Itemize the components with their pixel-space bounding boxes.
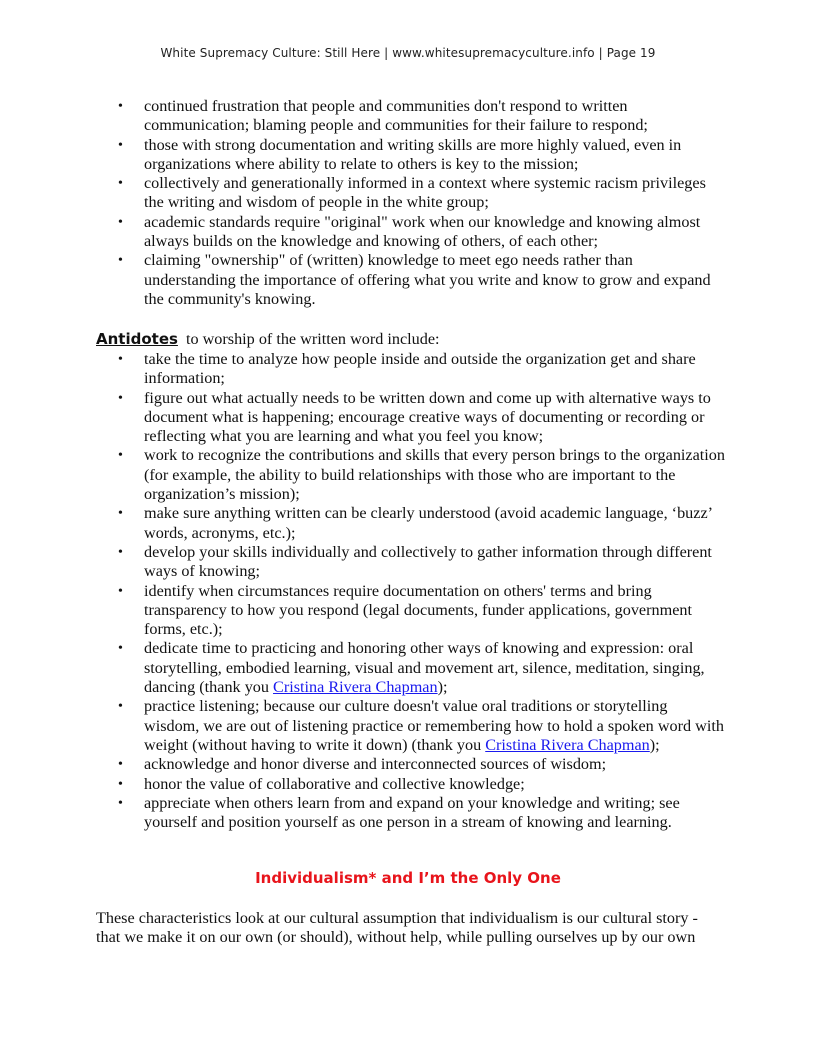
antidotes-intro xyxy=(96,330,736,349)
bullet-icon: • xyxy=(118,544,123,560)
bullet-icon: • xyxy=(118,253,123,269)
antidotes-intro-text: to worship of the written word include: xyxy=(185,330,440,348)
list-item: • make sure anything written can be clearly understood (avoid academic language, ‘buzz’ words, acronyms, etc.); xyxy=(118,504,712,542)
section-heading: Individualism* and I’m the Only One xyxy=(255,869,561,887)
list-item: • those with strong documentation and writing skills are more highly valued, even in organizations where ability to relate to others is key to the mission; xyxy=(118,135,682,173)
list-item: • appreciate when others learn from and expand on your knowledge and writing; see yourself and position yourself as one person in a stream of knowing and learning. xyxy=(118,793,680,832)
bullet-icon: • xyxy=(118,448,123,464)
bullet-icon: • xyxy=(118,214,123,230)
cristina-rivera-chapman-link[interactable]: Cristina Rivera Chapman xyxy=(273,678,438,697)
list-item: • dedicate time to practicing and honoring other ways of knowing and expression: oral storytelling, embodied learning, visual and movement art, silence, meditation, singing, dancing (thank you Cristina Rivera Chapman); xyxy=(118,639,705,697)
list-item: • take the time to analyze how people inside and outside the organization get and share information; xyxy=(118,350,696,388)
bullet-icon: • xyxy=(118,99,123,114)
bullet-icon: • xyxy=(118,390,123,406)
antidotes-list xyxy=(96,350,726,832)
section-paragraph: These characteristics look at our cultural assumption that individualism is our cultural story - that we make it on our own (or should), without help, while pulling ourselves up by our own xyxy=(96,909,698,947)
list-item: • figure out what actually needs to be written down and come up with alternative ways to document what is happening; encourage creative ways of documenting or recording or reflecting what you are learning and what you feel you know; xyxy=(118,388,711,446)
antidotes-label: Antidotes xyxy=(96,330,178,348)
worship-characteristics-list xyxy=(96,97,726,309)
bullet-icon: • xyxy=(118,137,123,153)
list-item: • acknowledge and honor diverse and interconnected sources of wisdom; xyxy=(118,755,607,774)
list-item: • academic standards require "original" work when our knowledge and knowing almost always builds on the knowledge and knowing of others, of each other; xyxy=(118,212,701,251)
list-item: • continued frustration that people and communities don't respond to written communication; blaming people and communities for their failure to respond; xyxy=(118,97,648,135)
bullet-icon: • xyxy=(118,176,123,192)
bullet-icon: • xyxy=(118,795,123,811)
list-item: • identify when circumstances require documentation on others' terms and bring transparency to how you respond (legal documents, funder applications, government forms, etc.); xyxy=(118,581,692,639)
bullet-icon: • xyxy=(118,583,123,599)
bullet-icon: • xyxy=(118,757,123,773)
list-item: • develop your skills individually and collectively to gather information through different ways of knowing; xyxy=(118,542,712,581)
page-header: White Supremacy Culture: Still Here | www.whitesupremacyculture.info | Page 19 xyxy=(160,46,656,60)
bullet-icon: • xyxy=(118,506,123,522)
list-item: • collectively and generationally informed in a context where systemic racism privileges the writing and wisdom of people in the white group; xyxy=(118,174,706,212)
bullet-icon: • xyxy=(118,699,123,715)
list-item: • claiming "ownership" of (written) knowledge to meet ego needs rather than understanding the importance of offering what you write and know to grow and expand the community's knowing. xyxy=(118,251,711,308)
list-item: • work to recognize the contributions and skills that every person brings to the organization (for example, the ability to build relationships with those who are important to the organization’s mission); xyxy=(118,446,725,504)
cristina-rivera-chapman-link[interactable]: Cristina Rivera Chapman xyxy=(485,735,650,754)
list-item: • honor the value of collaborative and collective knowledge; xyxy=(118,774,525,793)
bullet-icon: • xyxy=(118,352,123,367)
bullet-icon: • xyxy=(118,641,123,657)
bullet-icon: • xyxy=(118,776,123,792)
list-item: • practice listening; because our culture doesn't value oral traditions or storytelling wisdom, we are out of listening practice or remembering how to hold a spoken word with weight (without having to write it down) (thank you Cristina Rivera Chapman); xyxy=(118,697,724,754)
